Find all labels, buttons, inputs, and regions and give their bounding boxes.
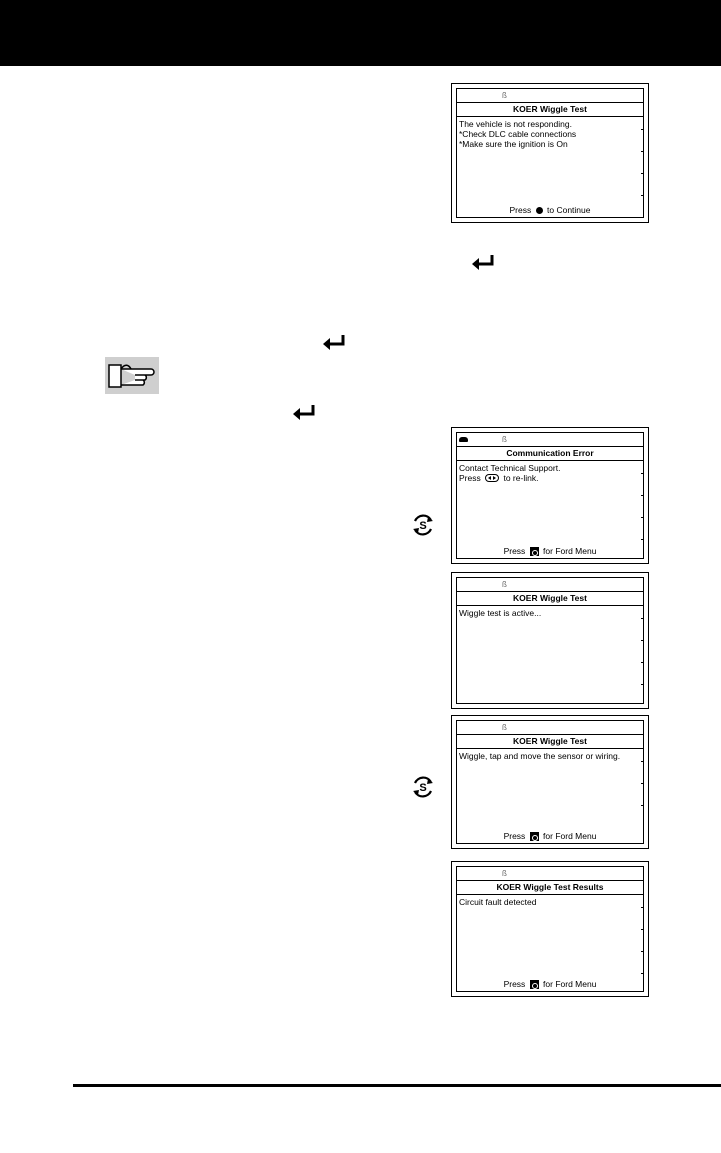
enter-arrow-icon	[321, 334, 347, 352]
screen-koer-not-responding	[451, 83, 649, 223]
screen-title: KOER Wiggle Test Results	[457, 881, 643, 895]
screen-frame	[456, 866, 644, 992]
bluetooth-icon: ß	[502, 91, 507, 100]
status-bar	[457, 721, 643, 735]
bluetooth-icon: ß	[502, 869, 507, 878]
screen-edge-tick	[641, 907, 643, 908]
screen-line: Wiggle, tap and move the sensor or wiring.	[459, 751, 621, 761]
screen-body	[459, 463, 641, 483]
screen-line	[459, 473, 641, 483]
line-suffix: to re-link.	[503, 473, 539, 483]
screen-footer	[457, 545, 643, 557]
screen-edge-tick	[641, 929, 643, 930]
screen-frame	[456, 577, 644, 704]
screen-edge-tick	[641, 783, 643, 784]
screen-body	[459, 751, 641, 761]
status-bar	[457, 433, 643, 447]
screen-edge-tick	[641, 973, 643, 974]
svg-text:S: S	[419, 782, 427, 794]
bluetooth-icon: ß	[502, 435, 507, 444]
enter-arrow-icon	[470, 254, 496, 272]
screen-edge-tick	[641, 473, 643, 474]
screen-frame	[456, 88, 644, 218]
screen-line: Contact Technical Support.	[459, 463, 561, 473]
screen-body	[459, 119, 641, 149]
sync-s-icon	[410, 774, 436, 800]
screen-body	[459, 897, 641, 907]
line-prefix: Press	[459, 473, 481, 483]
screen-edge-tick	[641, 805, 643, 806]
screen-line: Wiggle test is active...	[459, 608, 542, 618]
screen-communication-error	[451, 427, 649, 564]
screen-frame	[456, 432, 644, 559]
screen-line: *Make sure the ignition is On	[459, 139, 568, 149]
screen-edge-tick	[641, 640, 643, 641]
vehicle-icon	[459, 437, 468, 442]
screen-edge-tick	[641, 618, 643, 619]
screen-body	[459, 608, 641, 618]
menu-button-icon	[530, 832, 539, 841]
footer-prefix: Press	[503, 979, 526, 989]
screen-line: *Check DLC cable connections	[459, 129, 577, 139]
left-right-button-icon	[485, 474, 499, 482]
screen-edge-tick	[641, 684, 643, 685]
footer-rule	[73, 1084, 721, 1087]
screen-wiggle-results	[451, 861, 649, 997]
screen-footer	[457, 204, 643, 216]
screen-edge-tick	[641, 151, 643, 152]
screen-wiggle-instruction	[451, 715, 649, 849]
menu-button-icon	[530, 980, 539, 989]
sync-s-icon	[410, 512, 436, 538]
screen-title: KOER Wiggle Test	[457, 735, 643, 749]
bluetooth-icon: ß	[502, 580, 507, 589]
footer-prefix: Press	[509, 205, 532, 215]
menu-button-icon	[530, 547, 539, 556]
status-bar	[457, 89, 643, 103]
enter-arrow-icon	[291, 404, 317, 422]
screen-wiggle-active	[451, 572, 649, 709]
note-hand-icon	[105, 357, 159, 394]
footer-suffix: for Ford Menu	[543, 831, 597, 841]
footer-suffix: for Ford Menu	[543, 979, 597, 989]
footer-suffix: for Ford Menu	[543, 546, 597, 556]
screen-footer	[457, 978, 643, 990]
screen-frame	[456, 720, 644, 844]
footer-prefix: Press	[503, 831, 526, 841]
footer-suffix: to Continue	[547, 205, 591, 215]
screen-edge-tick	[641, 539, 643, 540]
screen-title: KOER Wiggle Test	[457, 103, 643, 117]
status-bar	[457, 867, 643, 881]
screen-title: Communication Error	[457, 447, 643, 461]
screen-title: KOER Wiggle Test	[457, 592, 643, 606]
screen-edge-tick	[641, 761, 643, 762]
bluetooth-icon: ß	[502, 723, 507, 732]
screen-edge-tick	[641, 517, 643, 518]
screen-edge-tick	[641, 662, 643, 663]
screen-edge-tick	[641, 173, 643, 174]
screen-edge-tick	[641, 495, 643, 496]
screen-edge-tick	[641, 129, 643, 130]
screen-line: Circuit fault detected	[459, 897, 537, 907]
svg-text:S: S	[419, 520, 427, 532]
screen-footer	[457, 830, 643, 842]
screen-edge-tick	[641, 195, 643, 196]
screen-line: The vehicle is not responding.	[459, 119, 572, 129]
footer-prefix: Press	[503, 546, 526, 556]
header-bar	[0, 0, 721, 66]
status-bar	[457, 578, 643, 592]
screen-edge-tick	[641, 951, 643, 952]
ok-button-icon	[536, 207, 543, 214]
